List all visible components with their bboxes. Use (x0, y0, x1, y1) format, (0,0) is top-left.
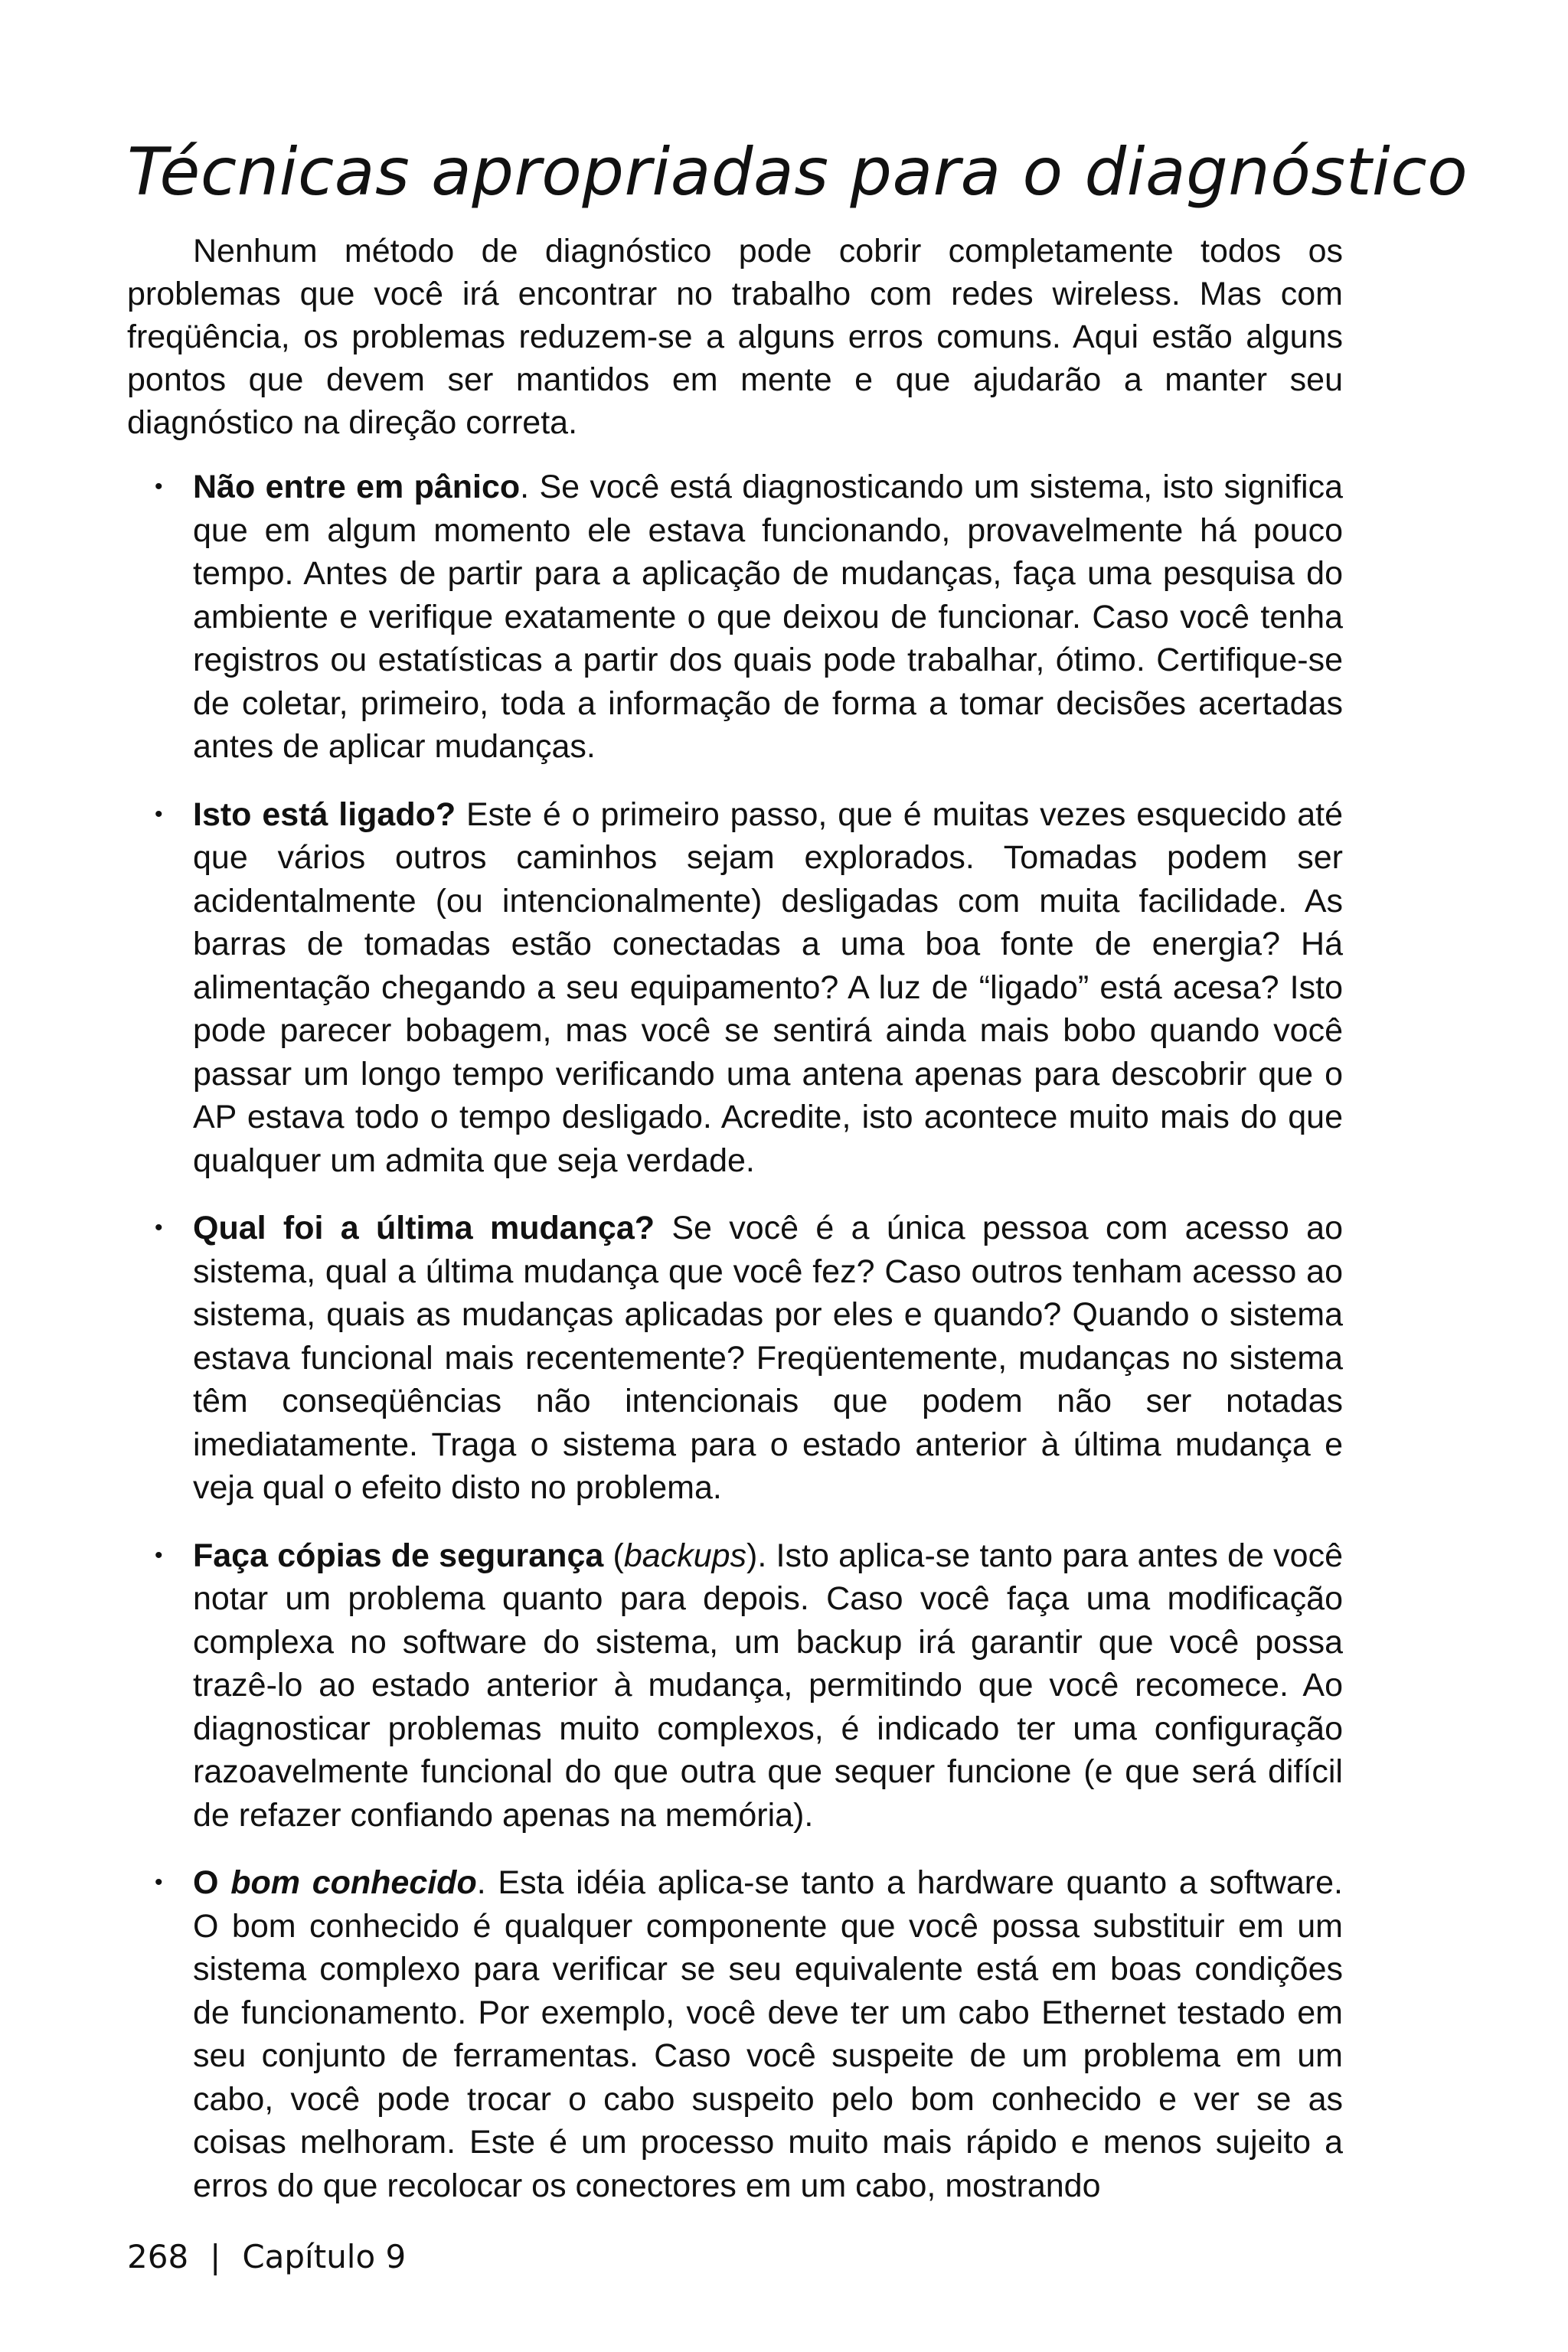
chapter-label: Capítulo 9 (242, 2238, 407, 2275)
bullet-icon: • (155, 801, 163, 827)
bullet-text: . Esta idéia aplica-se tanto a hardware quanto a software. O bom conhecido é qualquer componente que você possa substituir em um sistema complexo para verificar se seu equivalente está em boas condições de funcionamento. Por exemplo, você deve ter um cabo Ethernet testado em seu conjunto de ferramentas. Caso você suspeite de um problema em um cabo, você pode trocar o cabo suspeito pelo bom conhecido e ver se as coisas melhoram. Este é um processo muito mais rápido e menos sujeito a erros do que recolocar os conectores em um cabo, mostrando (193, 1864, 1343, 2204)
list-item (127, 466, 1343, 769)
section-title: Técnicas apropriadas para o diagnóstico (127, 134, 1468, 211)
bullet-lead: Faça cópias de segurança (193, 1537, 604, 1574)
bullet-text: Este é o primeiro passo, que é muitas vezes esquecido até que vários outros caminhos sejam explorados. Tomadas podem ser acidentalmente (ou intencionalmente) desligadas com muita facilidade. As barras de tomadas estão conectadas a uma boa fonte de energia? Há alimentação chegando a seu equipamento? A luz de “ligado” está acesa? Isto pode parecer bobagem, mas você se sentirá ainda mais bobo quando você passar um longo tempo verificando uma antena apenas para descobrir que o AP estava todo o tempo desligado. Acredite, isto acontece muito mais do que qualquer um admita que seja verdade. (193, 795, 1343, 1179)
bullet-lead: Isto está ligado? (193, 795, 456, 833)
bullet-paren-open: ( (603, 1537, 624, 1574)
bullet-text: . Se você está diagnosticando um sistema, isto significa que em algum momento ele estava funcionando, provavelmente há pouco tempo. Antes de partir para a aplicação de mudanças, faça uma pesquisa do ambiente e verifique exatamente o que deixou de funcionar. Caso você tenha registros ou estatísticas a partir dos quais pode trabalhar, ótimo. Certifique-se de coletar, primeiro, toda a informação de forma a tomar decisões acertadas antes de aplicar mudanças. (193, 469, 1343, 765)
bullet-lead-italic: bom conhecido (230, 1864, 477, 1901)
bullet-icon: • (155, 474, 163, 499)
intro-paragraph: Nenhum método de diagnóstico pode cobrir completamente todos os problemas que você irá encontrar no trabalho com redes wireless. Mas com freqüência, os problemas reduzem-se a alguns erros comuns. Aqui estão alguns pontos que devem ser mantidos em mente e que ajudarão a manter seu diagnóstico na direção correta. (127, 233, 1343, 441)
list-item (127, 793, 1343, 1183)
bullet-lead: Não entre em pânico (193, 469, 521, 505)
list-item (127, 1861, 1343, 2207)
list-item (127, 1207, 1343, 1510)
bullet-term: backups (623, 1537, 747, 1574)
page-footer (127, 2236, 406, 2278)
tips-list (127, 466, 1343, 2232)
bullet-lead: O (193, 1864, 231, 1901)
list-item (127, 1534, 1343, 1838)
bullet-lead: Qual foi a última mudança? (193, 1210, 655, 1246)
bullet-icon: • (155, 1215, 163, 1240)
bullet-icon: • (155, 1542, 163, 1568)
footer-separator: | (210, 2238, 221, 2275)
bullet-text: Se você é a única pessoa com acesso ao sistema, qual a última mudança que você fez? Caso outros tenham acesso ao sistema, quais as mudanças aplicadas por eles e quando? Quando o sistema estava funcional mais recentemente? Freqüentemente, mudanças no sistema têm conseqüências não intencionais que podem não ser notadas imediatamente. Traga o sistema para o estado anterior à última mudança e veja qual o efeito disto no problema. (193, 1210, 1343, 1506)
page-number: 268 (127, 2238, 189, 2275)
bullet-icon: • (155, 1870, 163, 1895)
bullet-text: ). Isto aplica-se tanto para antes de você notar um problema quanto para depois. Caso você faça uma modificação complexa no software do sistema, um backup irá garantir que você possa trazê-lo ao estado anterior à mudança, permitindo que você recomece. Ao diagnosticar problemas muito complexos, é indicado ter uma configuração razoavelmente funcional do que outra que sequer funcione (e que será difícil de refazer confiando apenas na memória). (193, 1537, 1343, 1834)
